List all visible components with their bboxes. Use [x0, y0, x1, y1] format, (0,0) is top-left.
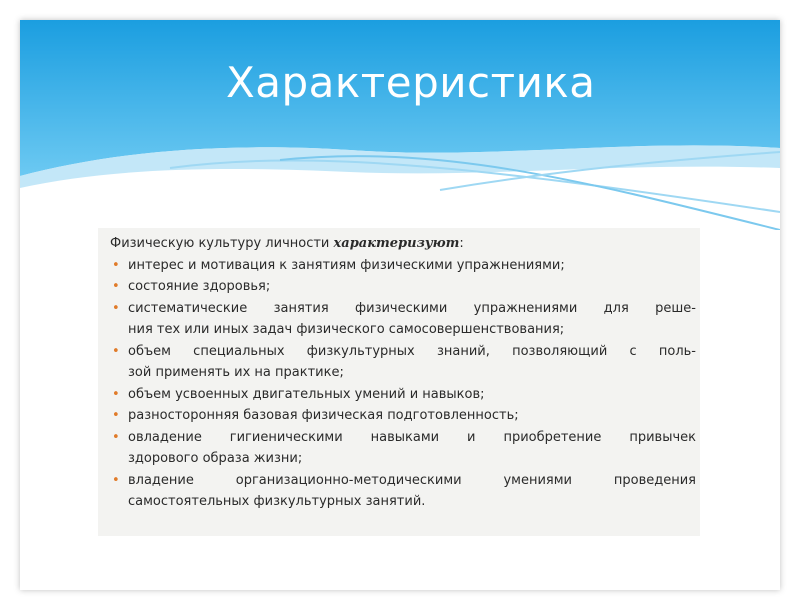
- list-item-text: систематические занятия физическими упражнениями для реше-: [128, 300, 696, 316]
- list-item-text-continued: самостоятельных физкультурных занятий.: [128, 494, 426, 509]
- list-item-text-continued: ния тех или иных задач физического самосовершенствования;: [128, 322, 565, 337]
- heading-emphasis: характеризуют: [333, 236, 460, 251]
- list-item: [110, 255, 696, 277]
- bullet-icon: •: [112, 472, 120, 488]
- list-item-text-continued: здорового образа жизни;: [128, 451, 303, 466]
- list-item-text: объем усвоенных двигательных умений и навыков;: [128, 386, 485, 402]
- bullet-icon: •: [112, 300, 120, 316]
- heading-prefix: Физическую культуру личности: [110, 236, 334, 251]
- bullet-icon: •: [112, 343, 120, 359]
- bullet-icon: •: [112, 279, 120, 294]
- bullet-icon: •: [112, 386, 120, 402]
- list-item-text: овладение гигиеническими навыками и приобретение привычек: [128, 429, 696, 445]
- list-item-text: состояние здоровья;: [128, 279, 271, 294]
- bullet-icon: •: [112, 408, 120, 423]
- slide-title: Характеристика: [226, 58, 596, 107]
- list-item-text: владение организационно-методическими умениями проведения: [128, 472, 696, 488]
- list-item-text: интерес и мотивация к занятиям физическими упражнениями;: [128, 257, 565, 273]
- list-item: [110, 405, 696, 427]
- list-item: [110, 470, 696, 513]
- list-item: [110, 276, 696, 298]
- header-wave-banner: [20, 20, 780, 230]
- list-item: [110, 298, 696, 341]
- heading-suffix: :: [459, 236, 464, 251]
- bullet-icon: •: [112, 257, 120, 273]
- list-item: [110, 341, 696, 384]
- list-item: [110, 427, 696, 470]
- bullet-icon: •: [112, 429, 120, 445]
- list-item-text: разносторонняя базовая физическая подготовленность;: [128, 408, 519, 423]
- characteristics-list: [110, 255, 696, 513]
- scanned-text-block: [98, 228, 700, 536]
- list-item-text: объем специальных физкультурных знаний, позволяющий с поль-: [128, 343, 696, 359]
- list-item-text-continued: зой применять их на практике;: [128, 365, 344, 380]
- list-heading: [110, 233, 696, 255]
- list-item: [110, 384, 696, 406]
